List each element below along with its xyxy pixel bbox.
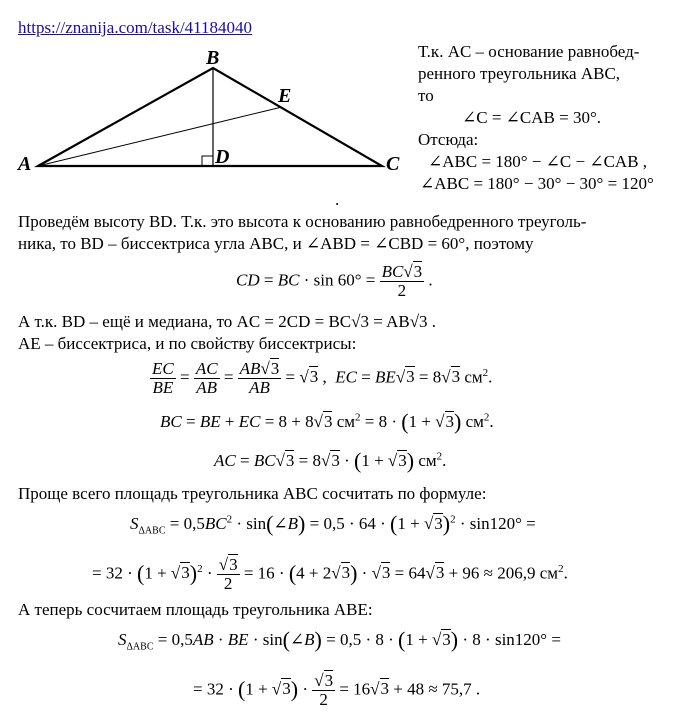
formula-area-abe-1: $S_{\Delta ABC} = 0,5AB$ · BE · sin(∠B) = 0,5 · 8 · (1 + √3) · 8 · sin120° = — [118, 627, 561, 653]
side-line-7: ∠ABC = 180° − 30° − 30° = 120° — [420, 174, 654, 193]
stray-dot: . — [335, 190, 340, 209]
formula-ratio: $\frac{EC}{BE}$ = $\frac{AC}{AB}$ = $\frac{AB√3}{AB}$ = √3 , EC = BE√3 = 8√3 $см^2$. — [152, 359, 493, 397]
paragraph-1a: Проведём высоту BD. Т.к. это высота к основанию равнобедренного треуголь- — [18, 212, 587, 231]
formula-area-abc-1: $S_{\Delta ABC} = 0,5BC^2$ · sin(∠B) = $0,5 \cdot 64 \cdot (1 + √3)^2 \cdot \sin 120^\circ$ = — [130, 511, 536, 537]
side-line-3: то — [418, 86, 434, 105]
formula-area-abe-2: = 32 · (1 + √3) · $\frac{√3}{2}$ = 16√3 + 48 ≈ 75,7 . — [193, 671, 481, 709]
side-line-4: ∠C = ∠CAB = 30°. — [462, 108, 602, 127]
triangle-figure — [0, 40, 410, 175]
label-b: B — [206, 47, 220, 69]
label-c: C — [386, 153, 400, 175]
formula-ac: AC = BC√3 = 8√3 · (1 + √3) $см^2$. — [214, 448, 447, 473]
triangle-abc — [38, 68, 382, 166]
formula-area-abc-2: = $32 \cdot (1 + √3)^2$ · $\frac{√3}{2}$ = 16 · (4 + 2√3) · √3 = 64√3 + 96 ≈ 206,9 $см^2$. — [92, 555, 568, 593]
side-line-1: Т.к. AC – основание равнобед- — [418, 42, 640, 61]
bisector-ae — [38, 107, 282, 166]
label-e: E — [278, 85, 292, 107]
paragraph-5: А теперь сосчитаем площадь треугольника ABE: — [18, 600, 373, 619]
paragraph-3: AE – биссектриса, и по свойству биссектрисы: — [18, 334, 357, 353]
side-line-5: Отсюда: — [418, 130, 479, 149]
paragraph-4: Проще всего площадь треугольника ABC сосчитать по формуле: — [18, 484, 487, 503]
label-a: A — [18, 153, 32, 175]
paragraph-1b: ника, то BD – биссектриса угла ABC, и ∠ABD = ∠CBD = 60°, поэтому — [18, 234, 534, 253]
formula-cd: CD = BC · sin 60° = $\frac{BC√3}{2}$ . — [236, 262, 433, 300]
right-angle-mark — [202, 156, 213, 166]
side-line-6: ∠ABC = 180° − ∠C − ∠CAB , — [428, 152, 648, 171]
source-link[interactable]: https://znanija.com/task/41184040 — [18, 18, 253, 37]
paragraph-2: А т.к. BD – ещё и медиана, то AC = 2CD = BC√3 = AB√3 . — [18, 312, 437, 331]
label-d: D — [215, 146, 230, 168]
side-line-2: ренного треугольника ABC, — [418, 64, 621, 83]
formula-bc: BC = BE + EC = 8 + 8√3 $см^2 = 8 \cdot (1 + √3)$ $см^2$. — [160, 409, 494, 434]
